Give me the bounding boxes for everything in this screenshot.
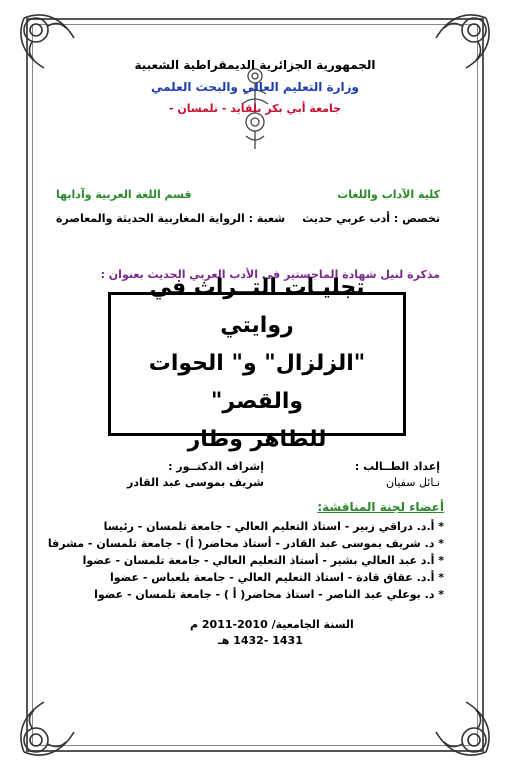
academic-year: السنة الجامعية/ 2010-2011 م <box>190 618 354 631</box>
college-name: كلية الآداب واللغات <box>337 188 440 201</box>
floral-corner-ornament-icon <box>416 682 496 762</box>
republic-name: الجمهورية الجزائرية الديمقراطية الشعبية <box>134 58 376 72</box>
memo-intro: مذكرة لنيل شهادة الماجستير في الأدب العربي الحديث بعنوان : <box>100 268 440 281</box>
thesis-title-line-2: "الزلزال" و" الحوات والقصر" <box>148 351 366 414</box>
committee-heading: أعضاء لجنة المناقشة: <box>317 500 444 514</box>
thesis-title-line-1: تجليـات التــراث في روايتي <box>149 275 365 338</box>
floral-corner-ornament-icon <box>416 8 496 88</box>
committee-member: * أ.د. عقاق قادة - استاذ التعليم العالي - جامعة بلعباس - عضوا <box>109 571 444 584</box>
branch: شعبة : الرواية المغاربية الحديثة والمعاصرة <box>56 212 286 225</box>
thesis-title-line-3: للطاهر وطار <box>187 427 327 452</box>
prepared-by-label: إعداد الطــالب : <box>354 460 440 473</box>
supervisor-label: إشراف الدكتــور : <box>168 460 264 473</box>
committee-member: * أ.د عبد العالي بشير - أستاذ التعليم العالي - جامعة تلمسان - عضوا <box>82 554 444 567</box>
hijri-year: 1431 -1432 هـ <box>218 634 303 647</box>
university-name: جامعة أبي بكر بلقايد - تلمسان - <box>168 102 342 115</box>
student-name: نـائل سفيان <box>385 476 440 489</box>
specialty: تخصص : أدب عربي حديث <box>302 212 440 225</box>
thesis-title-box <box>108 275 406 452</box>
committee-member: * د. شريف بموسى عبد القادر - أستاذ محاضر( أ) - جامعة تلمسان - مشرفا <box>47 537 444 550</box>
floral-corner-ornament-icon <box>14 682 94 762</box>
committee-member: * د. بوعلي عبد الناصر - استاذ محاضر( أ ) - جامعة تلمسان - عضوا <box>94 588 444 601</box>
supervisor-name: شريف بموسى عبد القادر <box>126 476 264 489</box>
department-name: قسم اللغة العربية وآدابها <box>56 188 192 201</box>
ministry-name: وزارة التعليم العالي والبحث العلمي <box>150 80 360 94</box>
committee-member: * أ.د. دراقي زبير - استاذ التعليم العالي - جامعة تلمسان - رئيسا <box>103 520 444 533</box>
floral-corner-ornament-icon <box>14 8 94 88</box>
